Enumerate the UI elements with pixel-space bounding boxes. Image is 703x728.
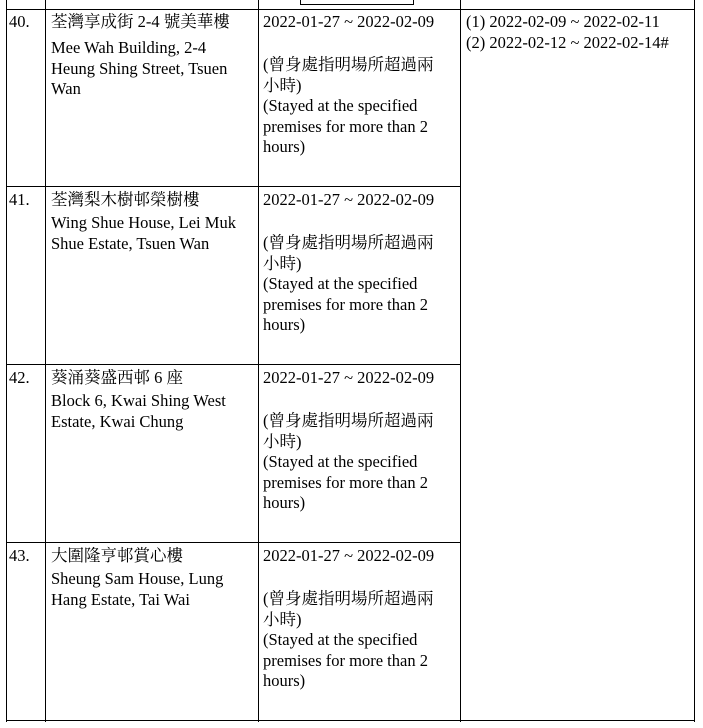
stay-note: (曾身處指明場所超過兩 小時) (Stayed at the specified premises for more than 2 hours) (263, 233, 434, 334)
test-date-1: (1) 2022-02-09 ~ 2022-02-11 (466, 12, 660, 31)
table-bottom-border (6, 720, 695, 721)
stay-note: (曾身處指明場所超過兩 小時) (Stayed at the specified premises for more than 2 hours) (263, 589, 434, 690)
row-number: 41. (9, 190, 30, 209)
exposure-period: 2022-01-27 ~ 2022-02-09 (263, 12, 435, 31)
row-divider (6, 542, 461, 543)
table-border-right (694, 0, 695, 722)
stay-note: (曾身處指明場所超過兩 小時) (Stayed at the specified premises for more than 2 hours) (263, 411, 434, 512)
row-top-border (6, 9, 695, 10)
column-divider-1 (45, 0, 46, 722)
location-name-en: Mee Wah Building, 2-4 Heung Shing Street, Tsuen Wan (51, 38, 228, 98)
exposure-period: 2022-01-27 ~ 2022-02-09 (263, 546, 435, 565)
exposure-period: 2022-01-27 ~ 2022-02-09 (263, 190, 435, 209)
row-number: 42. (9, 368, 30, 387)
cut-off-cell-fragment (300, 0, 414, 5)
location-name-en: Wing Shue House, Lei Muk Shue Estate, Tsuen Wan (51, 213, 236, 253)
location-name-en: Sheung Sam House, Lung Hang Estate, Tai Wai (51, 569, 224, 609)
location-name-en: Block 6, Kwai Shing West Estate, Kwai Chung (51, 391, 226, 431)
column-divider-3 (460, 0, 461, 722)
row-divider (6, 364, 461, 365)
location-name-zh: 荃灣梨木樹邨榮樹樓 (51, 190, 200, 209)
row-divider (6, 186, 461, 187)
stay-note: (曾身處指明場所超過兩 小時) (Stayed at the specified premises for more than 2 hours) (263, 55, 434, 156)
location-name-zh: 葵涌葵盛西邨 6 座 (51, 368, 183, 387)
exposure-period: 2022-01-27 ~ 2022-02-09 (263, 368, 435, 387)
row-number: 40. (9, 12, 30, 31)
column-divider-2 (258, 0, 259, 722)
location-name-zh: 大圍隆亨邨賞心樓 (51, 546, 183, 565)
table-border-left (6, 0, 7, 722)
test-date-2: (2) 2022-02-12 ~ 2022-02-14# (466, 33, 669, 52)
row-number: 43. (9, 546, 30, 565)
location-name-zh: 荃灣享成街 2-4 號美華樓 (51, 12, 230, 31)
